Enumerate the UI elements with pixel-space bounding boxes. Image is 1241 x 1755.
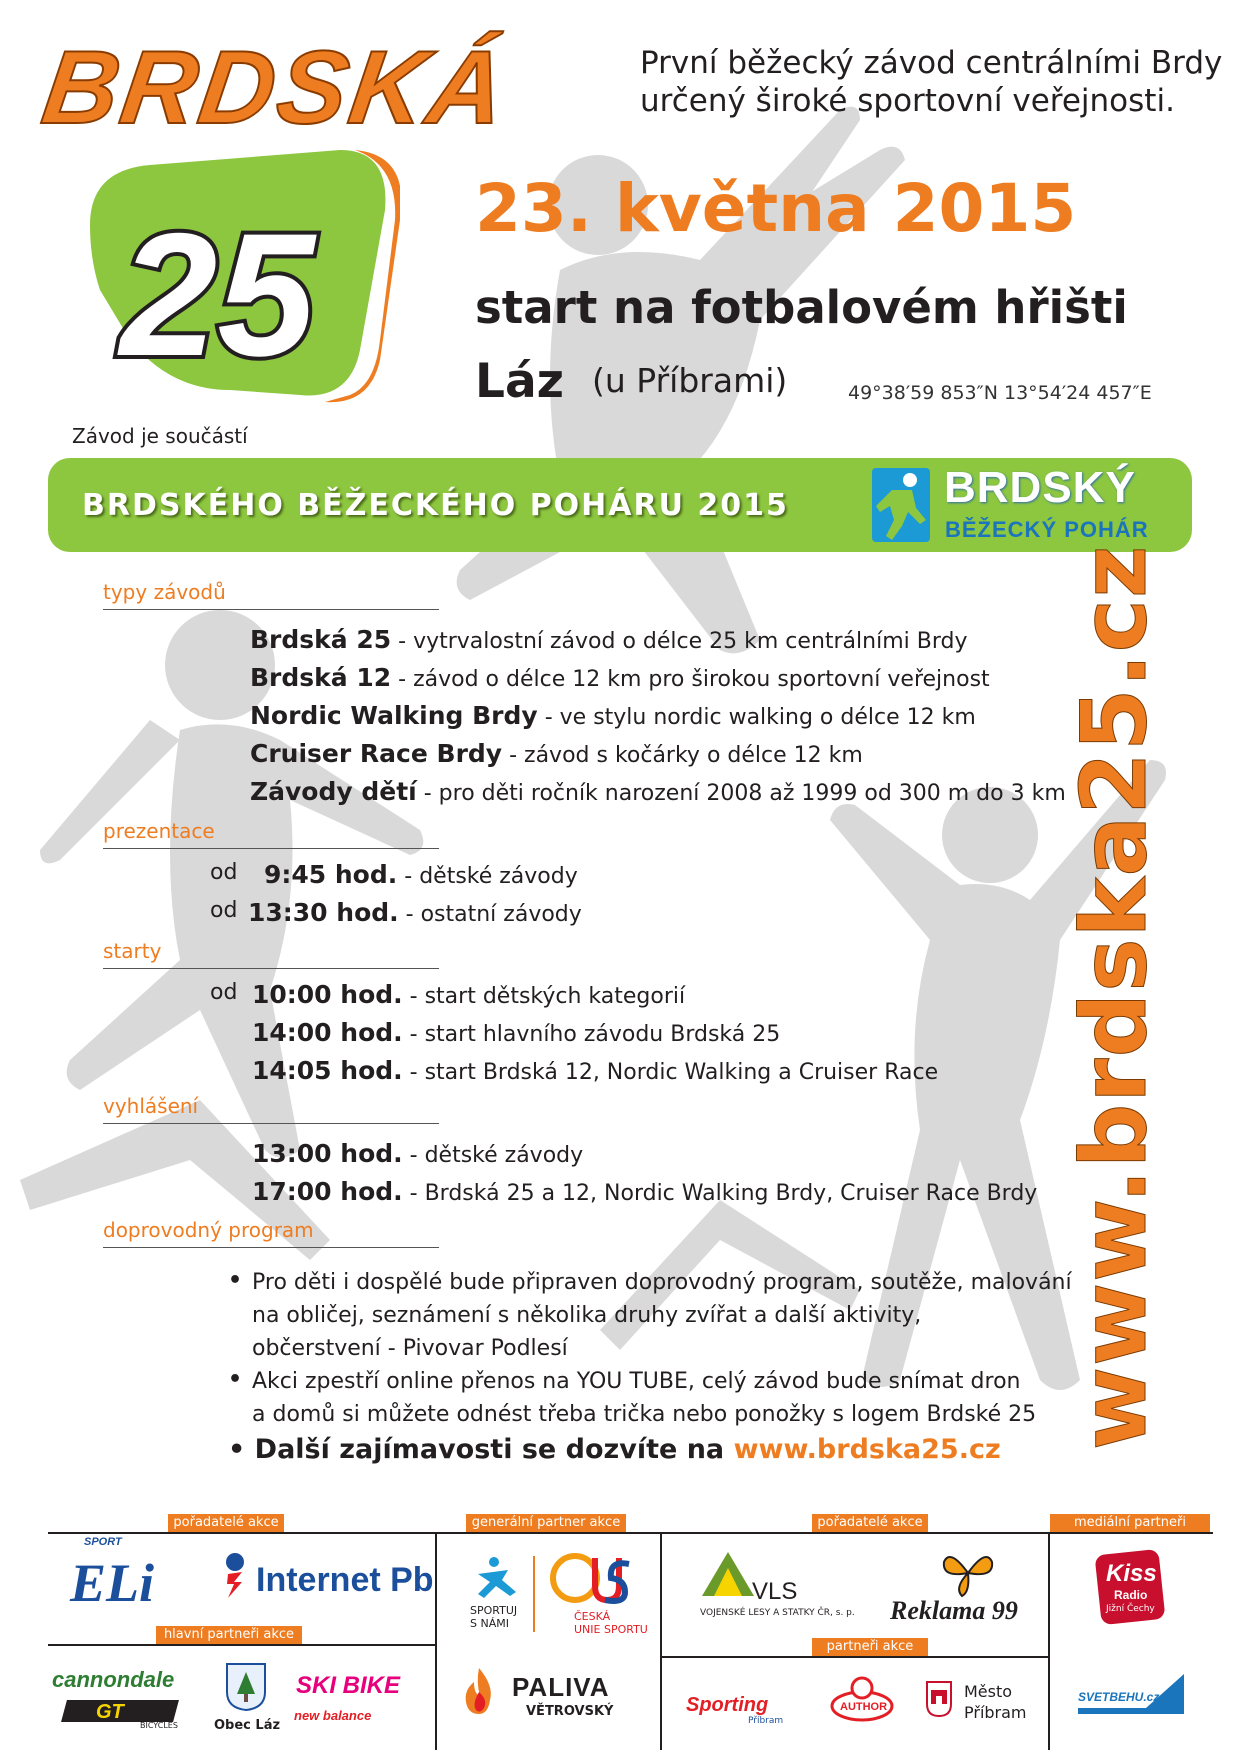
town: Láz [475, 354, 565, 409]
tagline [640, 44, 1222, 120]
race-type-row [250, 779, 1066, 805]
section-heading-awards: vyhlášení [103, 1094, 199, 1118]
logo-number: 25 [120, 198, 315, 393]
brdska-logo-text: BRDSKÁ [35, 30, 516, 146]
footer-divider [435, 1532, 437, 1750]
bullet-dot: • [228, 1268, 243, 1293]
race-name: Nordic Walking Brdy [250, 701, 538, 730]
vertical-website-url[interactable]: www.brdska25.cz [1062, 544, 1167, 1450]
cus-text-2: UNIE SPORTU [574, 1623, 648, 1636]
gps-coordinates: 49°38′59 853″N 13°54′24 457″E [848, 382, 1152, 404]
obec-laz-crest-icon [225, 1662, 267, 1712]
footer-top-line [48, 1532, 1213, 1534]
divider [103, 1123, 439, 1124]
start-row: od [210, 980, 238, 1005]
award-row: 13:00 hod. - dětské závody [252, 1139, 584, 1168]
award-row: 17:00 hod. - Brdská 25 a 12, Nordic Walking Brdy, Cruiser Race Brdy [252, 1177, 1038, 1206]
gt-subtitle: BICYCLES [140, 1721, 178, 1730]
website-link[interactable]: www.brdska25.cz [733, 1434, 1001, 1465]
divider [103, 968, 439, 969]
vls-subtitle: VOJENSKÉ LESY A STATKY ČR, s. p. [700, 1608, 855, 1618]
tag-organizers: pořadatelé akce [168, 1514, 284, 1532]
section-heading-registration: prezentace [103, 819, 215, 843]
race-type-row [250, 627, 967, 653]
kiss-radio-sub: Radio [1114, 1588, 1148, 1602]
race-desc: - ve stylu nordic walking o délce 12 km [537, 705, 976, 730]
skibike-logo: SKI BIKE [296, 1672, 401, 1699]
sporting-logo: Sporting [686, 1694, 769, 1716]
footer-divider [660, 1532, 662, 1750]
divider [103, 609, 439, 610]
mesto-text-1: Město [964, 1682, 1013, 1701]
town-sub: (u Příbrami) [592, 361, 788, 400]
race-name: Brdská 25 [250, 625, 392, 654]
tag-general-partner: generální partner akce [466, 1514, 626, 1532]
cup-logo-title: BRDSKÝ [944, 463, 1136, 512]
flame-icon [460, 1666, 498, 1716]
program-bullet-1: Pro děti i dospělé bude připraven doprovodný program, soutěže, malování na obličej, seznámení s několika druhy zvířat a další aktivity, občerstvení - Pivovar Podlesí [252, 1270, 1072, 1361]
cus-logo-icon [545, 1550, 635, 1606]
start-row: 14:05 hod. - start Brdská 12, Nordic Walking a Cruiser Race [252, 1056, 939, 1085]
race-desc: - pro děti ročník narození 2008 až 1999 od 300 m do 3 km [416, 781, 1066, 806]
registration-row: od [210, 898, 238, 923]
kiss-radio-region: Jižní Čechy [1106, 1604, 1155, 1614]
footer-divider [1048, 1532, 1050, 1750]
reklama-logo: Reklama 99 [890, 1596, 1018, 1625]
part-of-label: Závod je součástí [72, 424, 248, 448]
cannondale-logo: cannondale [52, 1667, 175, 1692]
sportuj-icon [468, 1556, 520, 1600]
runner-icon [872, 468, 930, 542]
sporting-subtitle: Příbram [748, 1716, 784, 1726]
tag-partners: partneři akce [812, 1638, 928, 1656]
butterfly-icon [940, 1548, 996, 1598]
brdska-25-logo [80, 140, 400, 420]
internet-pb-logo: Internet Pb [256, 1561, 434, 1599]
race-desc: - závod s kočárky o délce 12 km [502, 743, 863, 768]
start-row: 10:00 hod. - start dětských kategorií [252, 980, 686, 1009]
race-name: Cruiser Race Brdy [250, 739, 503, 768]
registration-row: 13:30 hod. - ostatní závody [248, 898, 582, 927]
race-desc: - závod o délce 12 km pro širokou sportovní veřejnost [391, 667, 990, 692]
registration-row: 9:45 hod. - dětské závody [264, 860, 578, 889]
race-type-row [250, 741, 863, 767]
race-type-row [250, 665, 990, 691]
section-heading-types: typy závodů [103, 580, 226, 604]
pribram-crest-icon [925, 1680, 953, 1718]
paliva-logo: PALIVA [512, 1672, 610, 1702]
tag-main-partners: hlavní partneři akce [156, 1626, 302, 1644]
mesto-text-2: Příbram [964, 1703, 1027, 1722]
sportuj-text-1: SPORTUJ [470, 1604, 518, 1617]
svet-behu-logo: SVETBEHU.cz [1078, 1690, 1160, 1704]
obec-laz-text: Obec Láz [214, 1718, 281, 1733]
cup-banner-text: BRDSKÉHO BĚŽECKÉHO POHÁRU 2015 [82, 488, 789, 523]
program-bullet-2: Akci zpestří online přenos na YOU TUBE, celý závod bude snímat dron a domů si můžete odnést třeba trička nebo ponožky s logem Brdské 25 [252, 1369, 1037, 1427]
more-info-line: • Další zajímavosti se dozvíte na www.brdska25.cz [228, 1434, 1001, 1465]
race-name: Závody dětí [250, 777, 417, 806]
race-desc: - vytrvalostní závod o délce 25 km centrálními Brdy [391, 629, 968, 654]
cup-logo-subtitle: BĚŽECKÝ POHÁR [945, 517, 1149, 542]
section-heading-starts: starty [103, 939, 162, 963]
divider [103, 848, 439, 849]
registration-row: od [210, 860, 238, 885]
start-place: start na fotbalovém hřišti [475, 281, 1128, 334]
tag-media-partners: mediální partneři [1050, 1514, 1210, 1532]
section-heading-program: doprovodný program [103, 1218, 314, 1242]
divider [533, 1556, 535, 1632]
cus-text-1: ČESKÁ [574, 1610, 611, 1623]
tag-organizers: pořadatelé akce [812, 1514, 928, 1532]
kiss-radio-text: Kiss [1106, 1560, 1157, 1587]
divider [103, 1247, 439, 1248]
new-balance-logo: new balance [294, 1708, 372, 1723]
vls-logo: VLS [752, 1578, 798, 1605]
race-type-row [250, 703, 976, 729]
tagline-line-2: určený široké sportovní veřejnosti. [640, 83, 1175, 119]
eli-logo: ELi [70, 1553, 155, 1613]
tagline-line-1: První běžecký závod centrálními Brdy [640, 45, 1223, 81]
footer-divider [660, 1656, 1048, 1658]
bullet-dot: • [228, 1367, 243, 1392]
gt-logo: GT [96, 1701, 124, 1723]
start-row: 14:00 hod. - start hlavního závodu Brdská 25 [252, 1018, 781, 1047]
paliva-subtitle: VĚTROVSKÝ [526, 1704, 614, 1719]
sportuj-text-2: S NÁMI [470, 1617, 509, 1630]
internet-pb-icon [224, 1552, 246, 1598]
footer-divider [48, 1644, 435, 1646]
vls-icon [700, 1550, 756, 1598]
race-name: Brdská 12 [250, 663, 392, 692]
author-logo-text: AUTHOR [840, 1701, 888, 1713]
event-date: 23. května 2015 [475, 170, 1077, 247]
eli-logo-small: SPORT [84, 1536, 122, 1548]
